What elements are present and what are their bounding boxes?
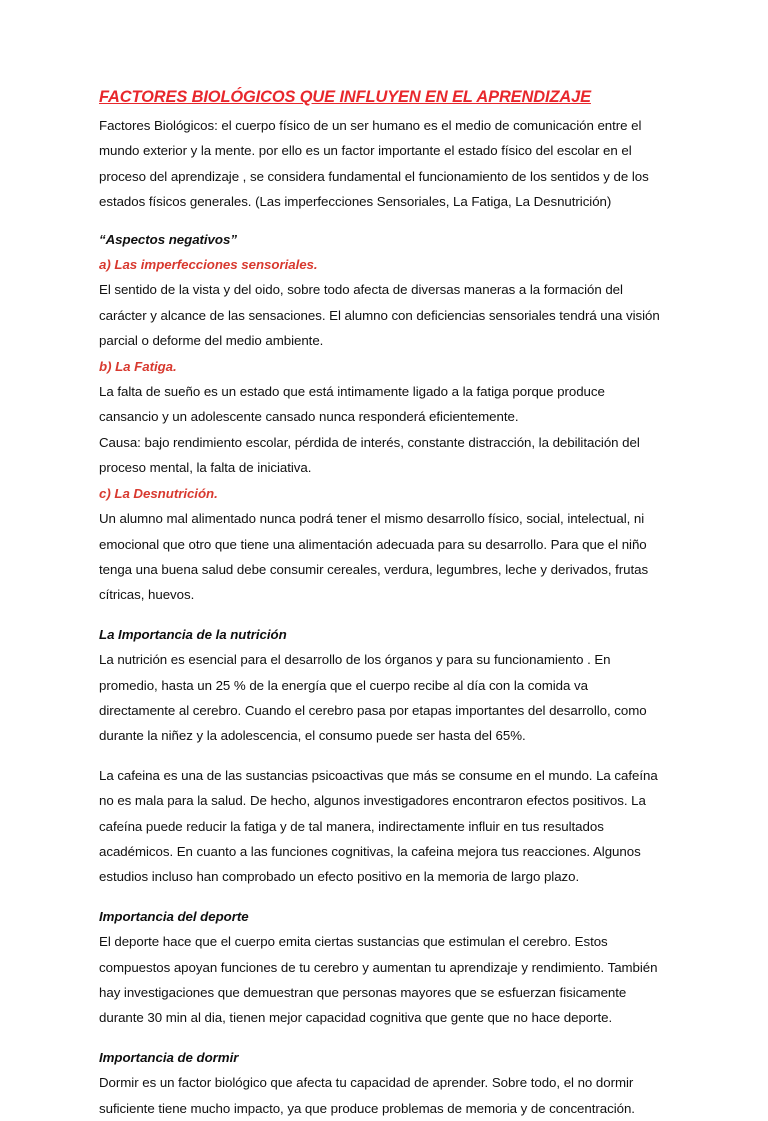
paragraph-la-fatiga: La falta de sueño es un estado que está intimamente ligado a la fatiga porque produce cansancio y un adolescente cansado nunca responderá eficientemente. (99, 384, 605, 425)
section-paragraph-dormir: Dormir es un factor biológico que afecta tu capacidad de aprender. Sobre todo, el no dormir suficiente tiene mucho impacto, ya que produce problemas de memoria y de concentración. (99, 1075, 635, 1116)
spacer (99, 215, 664, 227)
negative-aspects-heading: “Aspectos negativos” (99, 231, 237, 247)
section-paragraph-nutricion: La nutrición es esencial para el desarrollo de los órganos y para su funcionamiento . En promedio, hasta un 25 % de la energía que el cuerpo recibe al día con la comida va directamente al cerebro. Cuando el cerebro pasa por etapas importantes del desarrollo, como durante la niñez y la adolescencia, el consumo puede ser hasta del 65%. (99, 652, 647, 744)
spacer (99, 608, 664, 622)
section-heading-dormir: Importancia de dormir (99, 1049, 239, 1065)
section-heading-nutricion: La Importancia de la nutrición (99, 626, 287, 642)
spacer (99, 1031, 664, 1045)
subheading-la-fatiga: b) La Fatiga. (99, 358, 177, 374)
spacer (99, 749, 664, 763)
subheading-la-desnutricion: c) La Desnutrición. (99, 485, 218, 501)
subheading-imperfecciones-sensoriales: a) Las imperfecciones sensoriales. (99, 257, 318, 273)
section-paragraph-cafeina: La cafeina es una de las sustancias psicoactivas que más se consume en el mundo. La cafeína no es mala para la salud. De hecho, algunos investigadores encontraron efectos positivos. La cafeína puede reducir la fatiga y de tal manera, indirectamente influir en tus resultados académicos. En cuanto a las funciones cognitivas, la cafeina mejora tus reacciones. Algunos estudios incluso han comprobado un efecto positivo en la memoria de largo plazo. (99, 767, 658, 885)
paragraph-la-fatiga-causa: Causa: bajo rendimiento escolar, pérdida de interés, constante distracción, la debilitación del proceso mental, la falta de iniciativa. (99, 434, 640, 476)
paragraph-la-desnutricion: Un alumno mal alimentado nunca podrá tener el mismo desarrollo físico, social, intelectual, ni emocional que otro que tiene una alimentación adecuada para su desarrollo. Para que el niño tenga una buena salud debe consumir cereales, verdura, legumbres, leche y derivados, frutas cítricas, huevos. (99, 511, 649, 603)
paragraph-imperfecciones-sensoriales: El sentido de la vista y del oido, sobre todo afecta de diversas maneras a la formación del carácter y alcance de las sensaciones. El alumno con deficiencias sensoriales tendrá una visión parcial o deforme del medio ambiente. (99, 282, 660, 349)
section-heading-deporte: Importancia del deporte (99, 908, 249, 924)
intro-paragraph: Factores Biológicos: el cuerpo físico de un ser humano es el medio de comunicación entre el mundo exterior y la mente. por ello es un factor importante el estado físico del escolar en el proceso del aprendizaje , se considera fundamental el funcionamiento de los sentidos y de los estados físicos generales. (Las imperfecciones Sensoriales, La Fatiga, La Desnutrición) (99, 118, 649, 210)
page-title: FACTORES BIOLÓGICOS QUE INFLUYEN EN EL APRENDIZAJE (99, 88, 591, 106)
section-paragraph-deporte: El deporte hace que el cuerpo emita ciertas sustancias que estimulan el cerebro. Estos compuestos apoyan funciones de tu cerebro y aumentan tu aprendizaje y rendimiento. También hay investigaciones que demuestran que personas mayores que se esfuerzan fisicamente durante 30 min al dia, tienen mejor capacidad cognitiva que gente que no hace deporte. (99, 934, 658, 1026)
spacer (99, 890, 664, 904)
